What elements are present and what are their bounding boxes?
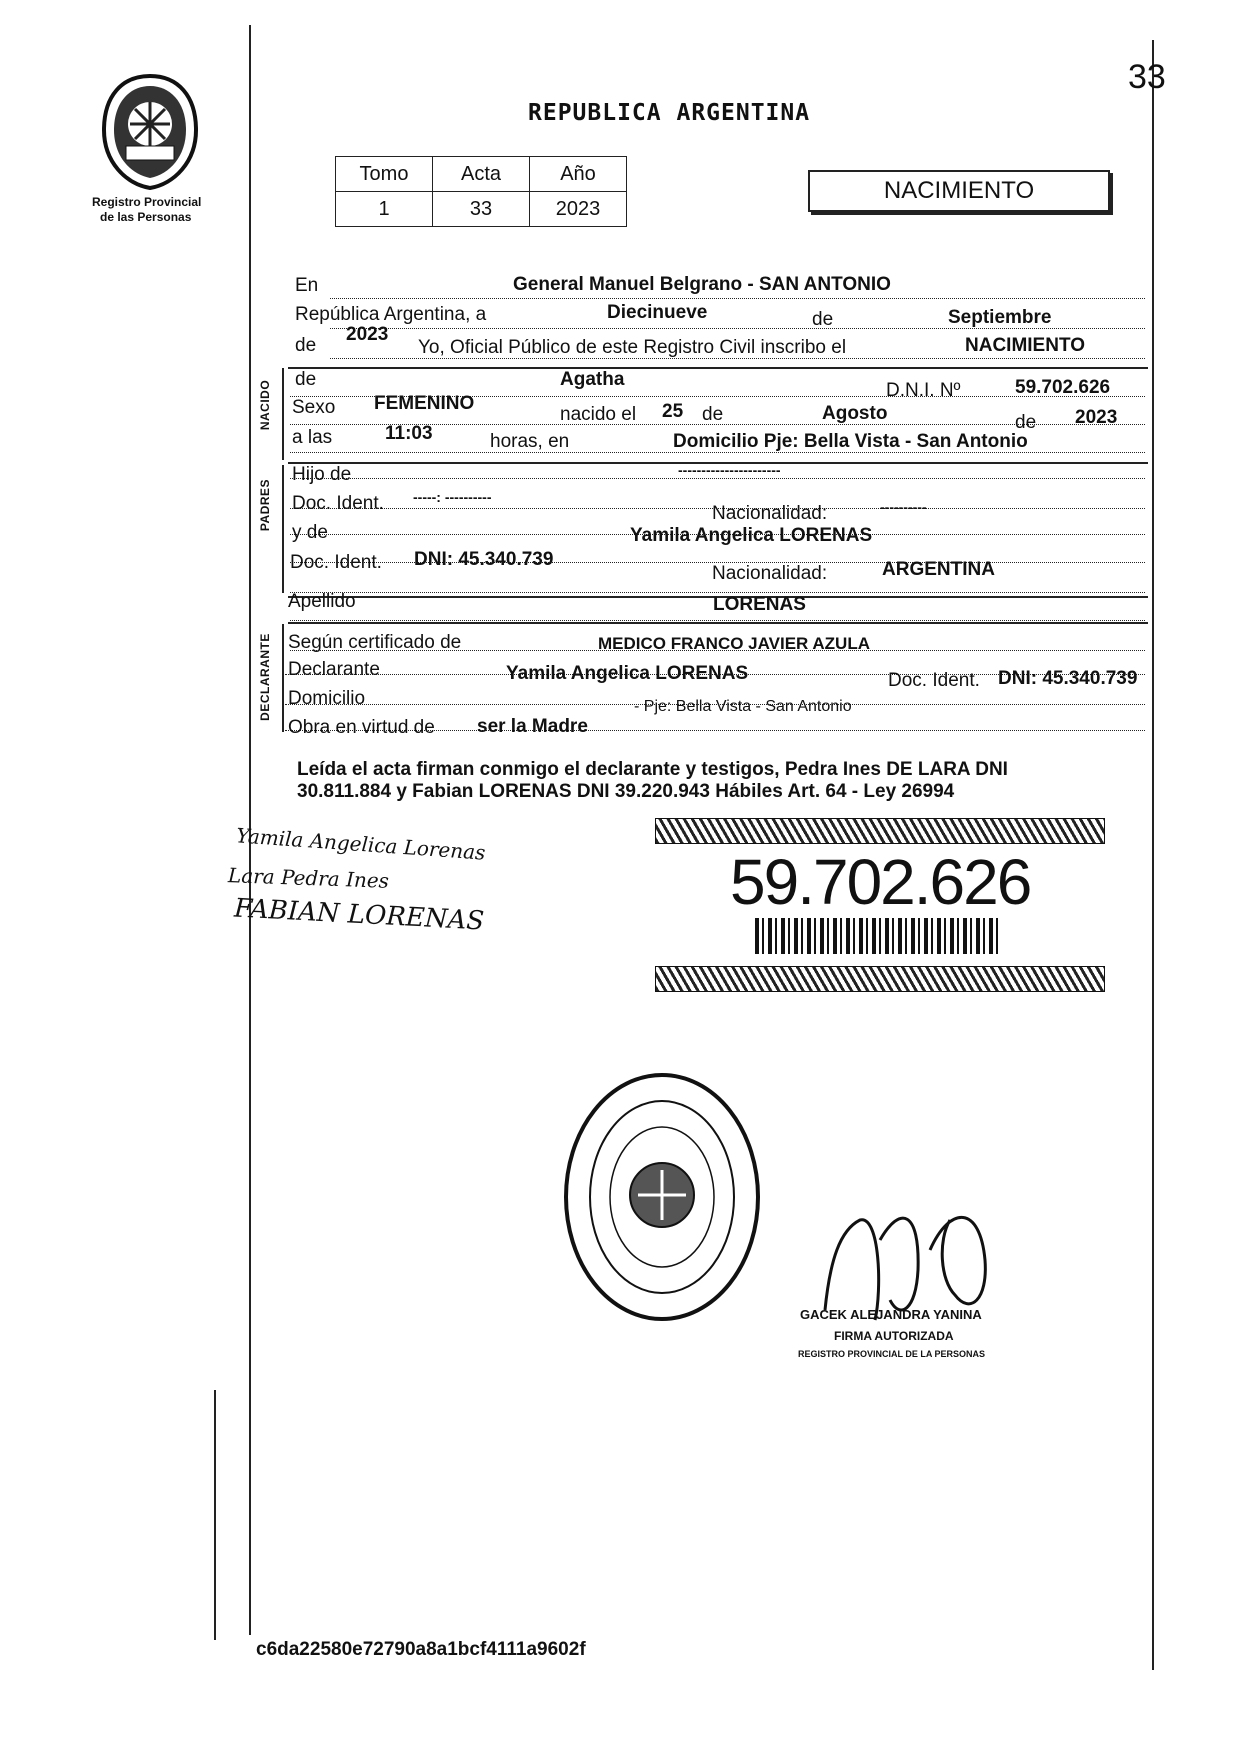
birth-day: 25 xyxy=(662,401,684,422)
table-header-tomo: Tomo xyxy=(336,157,433,192)
page-number: 33 xyxy=(1128,58,1166,96)
dni-value: 59.702.626 xyxy=(1015,377,1111,398)
place-value: General Manuel Belgrano - SAN ANTONIO xyxy=(513,274,891,295)
father-nac-label: Nacionalidad: xyxy=(712,503,828,524)
a-las-label: a las xyxy=(292,427,333,448)
right-margin-line xyxy=(1152,40,1154,1670)
decl-doc-label: Doc. Ident. xyxy=(888,670,980,691)
father-name: ---------------------- xyxy=(678,462,781,478)
document-type-label: NACIMIENTO xyxy=(883,177,1035,204)
table-header-acta: Acta xyxy=(433,157,530,192)
document-title: REPUBLICA ARGENTINA xyxy=(528,100,811,126)
table-value-acta: 33 xyxy=(433,192,530,227)
obra-value: ser la Madre xyxy=(477,716,588,737)
decl-doc: DNI: 45.340.739 xyxy=(998,668,1138,689)
apellido-label: Apellido xyxy=(288,591,356,612)
y-de-label: y de xyxy=(292,522,328,543)
de-label-1: de xyxy=(812,309,834,330)
nacido-el-label: nacido el xyxy=(560,404,637,425)
side-label-nacido: NACIDO xyxy=(258,379,272,431)
year-value: 2023 xyxy=(346,324,389,345)
signature-declarante: Yamila Angelica Lorenas xyxy=(235,823,487,865)
cert-value: MEDICO FRANCO JAVIER AZULA xyxy=(598,634,870,653)
nacido-de-label: de xyxy=(295,369,317,390)
signature-witness-2: FABIAN LORENAS xyxy=(233,893,485,937)
inscribo-text: Yo, Oficial Público de este Registro Civil inscribo el xyxy=(418,337,847,358)
registry-table xyxy=(335,156,627,227)
closing-line-1: Leída el acta firman conmigo el declarante y testigos, Pedra Ines DE LARA DNI xyxy=(297,759,1008,780)
closing-line-2: 30.811.884 y Fabian LORENAS DNI 39.220.943 Hábiles Art. 64 - Ley 26994 xyxy=(297,781,955,802)
child-name: Agatha xyxy=(560,369,625,390)
side-label-declarante: DECLARANTE xyxy=(258,633,272,721)
day-word-value: Diecinueve xyxy=(607,302,708,323)
de-label-2: de xyxy=(702,404,724,425)
mother-doc-label: Doc. Ident. xyxy=(290,552,382,573)
official-seal-stamp xyxy=(560,1070,765,1325)
birth-month: Agosto xyxy=(822,403,888,424)
signature-witness-1: Lara Pedra Ines xyxy=(227,863,390,893)
birth-year: 2023 xyxy=(1075,407,1118,428)
mother-doc: DNI: 45.340.739 xyxy=(414,549,554,570)
month-value: Septiembre xyxy=(948,307,1052,328)
side-label-padres: PADRES xyxy=(258,478,272,532)
en-label: En xyxy=(295,275,319,296)
table-value-anio: 2023 xyxy=(530,192,627,227)
security-strip-bottom xyxy=(655,966,1105,992)
mother-nac: ARGENTINA xyxy=(882,559,995,580)
document-hash: c6da22580e72790a8a1bcf4111a9602f xyxy=(256,1639,586,1660)
sexo-label: Sexo xyxy=(292,397,336,418)
dom-value: - Pje: Bella Vista - San Antonio xyxy=(634,698,852,715)
nacimiento-word: NACIMIENTO xyxy=(965,335,1085,356)
logo-caption-line1: Registro Provincial xyxy=(92,195,202,209)
year-prefix: de xyxy=(295,335,317,356)
de-label-3: de xyxy=(1015,412,1037,433)
birth-place: Domicilio Pje: Bella Vista - San Antonio xyxy=(673,431,1028,452)
barcode xyxy=(755,918,1000,954)
official-name: GACEK ALEJANDRA YANINA xyxy=(800,1307,982,1322)
table-header-anio: Año xyxy=(530,157,627,192)
left-margin-line-lower xyxy=(214,1390,216,1640)
decl-label: Declarante xyxy=(288,659,380,680)
father-nac: ---------- xyxy=(880,499,927,515)
document-type-box xyxy=(808,170,1110,212)
horas-label: horas, en xyxy=(490,431,570,452)
decl-value: Yamila Angelica LORENAS xyxy=(506,663,749,684)
official-office: REGISTRO PROVINCIAL DE LA PERSONAS xyxy=(798,1349,986,1359)
father-doc: -----: ---------- xyxy=(413,489,492,505)
logo-caption-line2: de las Personas xyxy=(100,210,192,224)
cert-label: Según certificado de xyxy=(288,632,462,653)
republica-label: República Argentina, a xyxy=(295,304,487,325)
province-logo xyxy=(100,72,200,190)
mother-name: Yamila Angelica LORENAS xyxy=(630,525,873,546)
sexo-value: FEMENINO xyxy=(374,393,475,414)
birth-time: 11:03 xyxy=(385,423,433,444)
father-doc-label: Doc. Ident. xyxy=(292,493,384,514)
table-value-tomo: 1 xyxy=(336,192,433,227)
obra-label: Obra en virtud de xyxy=(288,717,435,738)
hijo-de-label: Hijo de xyxy=(292,464,352,485)
official-role: FIRMA AUTORIZADA xyxy=(834,1329,954,1343)
security-strip-top xyxy=(655,818,1105,844)
dni-label: D.N.I. Nº xyxy=(886,380,961,401)
barcode-number: 59.702.626 xyxy=(730,846,1031,918)
apellido-value: LORENAS xyxy=(713,594,806,615)
dom-label: Domicilio xyxy=(288,688,366,709)
mother-nac-label: Nacionalidad: xyxy=(712,563,828,584)
